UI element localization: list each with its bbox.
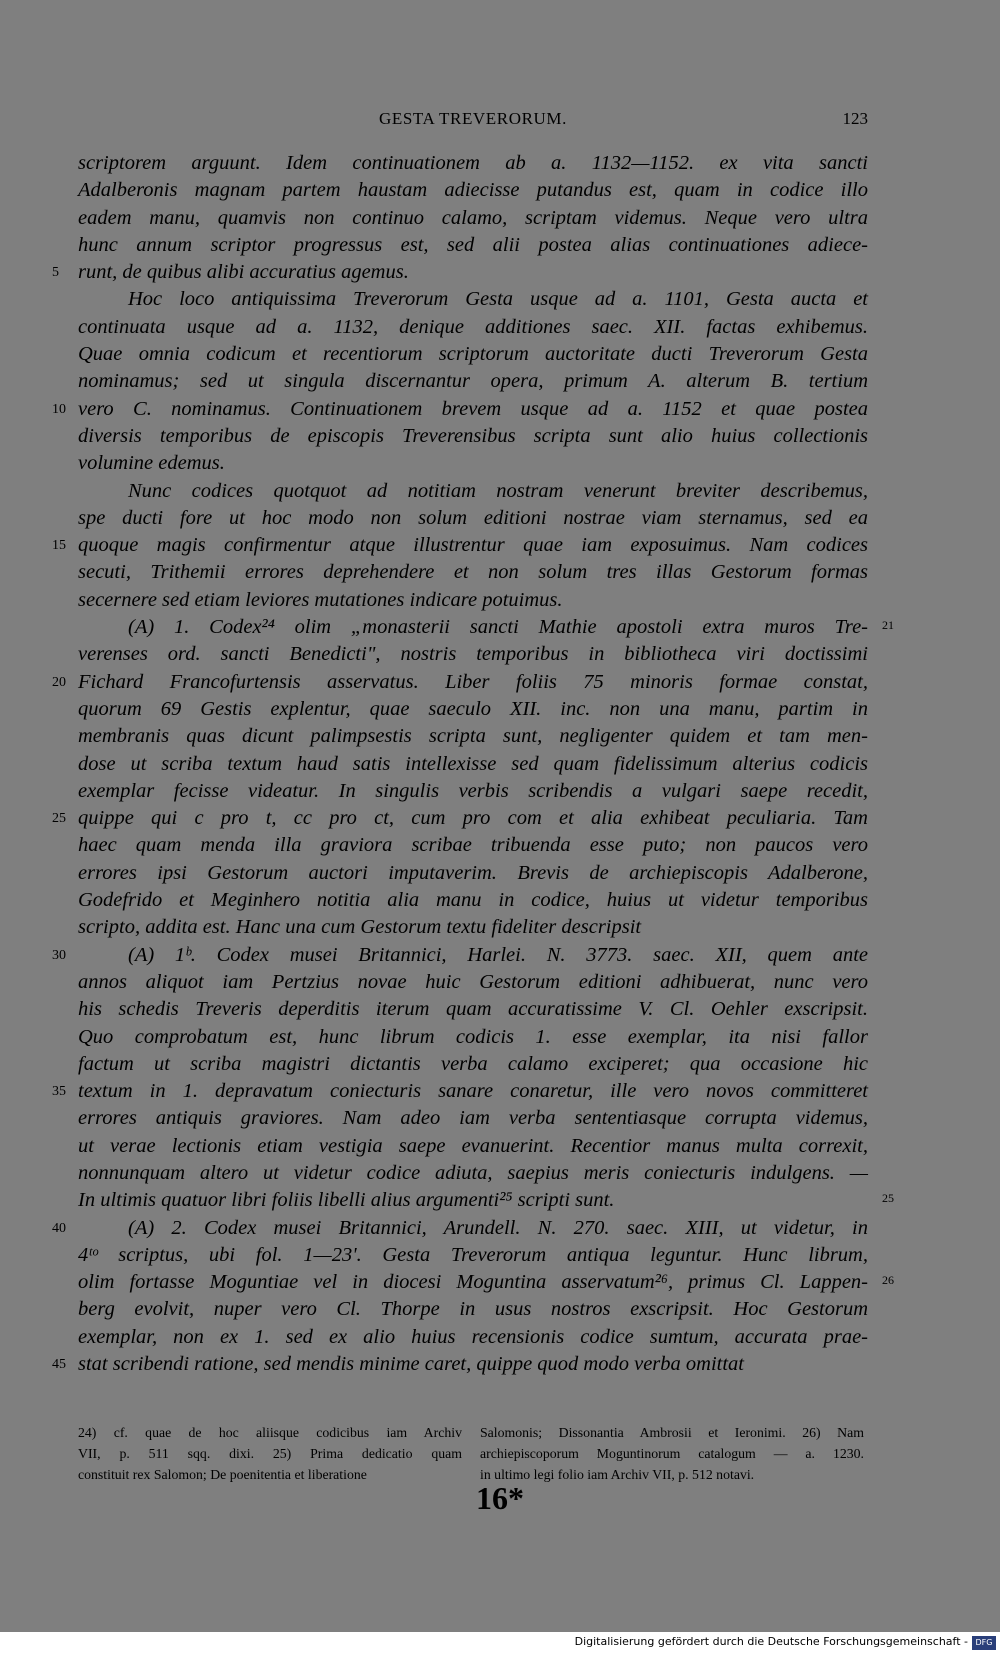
- line-text: Adalberonis magnam partem haustam adiecisse putandus est, quam in codice illo: [78, 179, 868, 202]
- text-line: [78, 1133, 868, 1160]
- line-text: eadem manu, quamvis non continuo calamo, scriptam videmus. Neque vero ultra: [78, 206, 868, 229]
- line-text: his schedis Treveris deperditis iterum quam accuratissime V. Cl. Oehler exscripsit.: [78, 998, 868, 1021]
- text-line: [52, 942, 868, 969]
- text-line: [78, 1160, 868, 1187]
- text-line: [52, 259, 868, 286]
- line-text: nonnunquam altero ut videtur codice adiuta, saepius meris coniecturis indulgens. —: [78, 1161, 868, 1184]
- page-number: 123: [842, 109, 868, 128]
- line-text: quippe qui c pro t, cc pro ct, cum pro com et alia exhibeat peculiaria. Tam: [78, 807, 868, 830]
- line-number: 15: [52, 538, 66, 554]
- text-line: [78, 150, 868, 177]
- footnotes-right-column: [480, 1422, 864, 1485]
- margin-footnote-number: 21: [882, 618, 894, 633]
- text-line: [78, 341, 868, 368]
- line-text: In ultimis quatuor libri foliis libelli alius argumenti²⁵ scripti sunt.: [78, 1189, 615, 1212]
- line-text: stat scribendi ratione, sed mendis minime caret, quippe quod modo verba omittat: [78, 1353, 744, 1376]
- line-number: 20: [52, 674, 66, 690]
- text-line: [78, 1269, 894, 1296]
- text-line: [52, 532, 868, 559]
- text-line: [78, 314, 868, 341]
- line-text: vero C. nominamus. Continuationem brevem usque ad a. 1152 et quae postea: [78, 397, 868, 420]
- footnote-line: in ultimo legi folio iam Archiv VII, p. 512 notavi.: [480, 1467, 755, 1482]
- line-text: (A) 1. Codex²⁴ olim „monasterii sancti Mathie apostoli extra muros Tre-: [128, 616, 868, 639]
- digitization-footer: [0, 1632, 1000, 1654]
- line-text: continuata usque ad a. 1132, denique additiones saec. XII. factas exhibemus.: [78, 315, 868, 338]
- main-text: [52, 150, 894, 1378]
- footnote-line: Salomonis; Dissonantia Ambrosii et Ieronimi. 26) Nam: [480, 1425, 864, 1440]
- line-text: secernere sed etiam leviores mutationes indicare potuimus.: [78, 588, 563, 611]
- line-number: 30: [52, 947, 66, 963]
- text-line: [52, 805, 868, 832]
- dfg-logo-icon: DFG: [972, 1636, 996, 1650]
- text-line: [78, 505, 868, 532]
- text-line: [52, 396, 868, 423]
- margin-footnote-number: 26: [882, 1273, 894, 1288]
- text-line: [78, 1242, 868, 1269]
- text-line: [78, 751, 868, 778]
- line-text: exemplar, non ex 1. sed ex alio huius recensionis codice sumtum, accurata prae-: [78, 1325, 868, 1348]
- text-line: [78, 778, 868, 805]
- line-text: Fichard Francofurtensis asservatus. Liber foliis 75 minoris formae constat,: [78, 670, 868, 693]
- footnote-line: 24) cf. quae de hoc aliisque codicibus iam Archiv: [78, 1425, 462, 1440]
- text-line: [78, 587, 868, 614]
- line-text: runt, de quibus alibi accuratius agemus.: [78, 261, 409, 284]
- line-number: 35: [52, 1084, 66, 1100]
- running-title: GESTA TREVERORUM.: [379, 109, 567, 128]
- line-text: Nunc codices quotquot ad notitiam nostram venerunt breviter describemus,: [128, 479, 868, 502]
- text-line: [78, 887, 868, 914]
- margin-footnote-number: 25: [882, 1191, 894, 1206]
- line-text: nominamus; sed ut singula discernantur opera, primum A. alterum B. tertium: [78, 370, 868, 393]
- text-line: [78, 177, 868, 204]
- line-text: hunc annum scriptor progressus est, sed alii postea alias continuationes adiece-: [78, 233, 868, 256]
- line-number: 5: [52, 265, 59, 281]
- line-text: (A) 1ᵇ. Codex musei Britannici, Harlei. N. 3773. saec. XII, quem ante: [128, 943, 868, 966]
- line-text: errores antiquis graviores. Nam adeo iam verba sententiasque corrupta videmus,: [78, 1107, 868, 1130]
- line-text: secuti, Trithemii errores deprehendere et non solum tres illas Gestorum formas: [78, 561, 868, 584]
- line-text: diversis temporibus de episcopis Treverensibus scripta sunt alio huius collectionis: [78, 424, 868, 447]
- line-number: 40: [52, 1220, 66, 1236]
- line-text: haec quam menda illa graviora scribae tribuenda esse puto; non paucos vero: [78, 834, 868, 857]
- line-text: Godefrido et Meginhero notitia alia manu in codice, huius ut videtur temporibus: [78, 889, 868, 912]
- text-line: [78, 914, 868, 941]
- line-text: berg evolvit, nuper vero Cl. Thorpe in usus nostros exscripsit. Hoc Gestorum: [78, 1298, 868, 1321]
- line-text: olim fortasse Moguntiae vel in diocesi Moguntina asservatum²⁶, primus Cl. Lappen-: [78, 1271, 868, 1294]
- line-text: textum in 1. depravatum coniecturis sanare conaretur, ille vero novos committeret: [78, 1080, 868, 1103]
- line-text: spe ducti fore ut hoc modo non solum editioni nostrae viam sternamus, sed ea: [78, 506, 868, 529]
- footer-credit: Digitalisierung gefördert durch die Deutsche Forschungsgemeinschaft -: [574, 1635, 968, 1648]
- text-line: [52, 1351, 868, 1378]
- text-line: [52, 1078, 868, 1105]
- line-text: quorum 69 Gestis explentur, quae saeculo XII. inc. non una manu, partim in: [78, 697, 868, 720]
- text-line: [78, 205, 868, 232]
- line-number: 45: [52, 1357, 66, 1373]
- line-text: ut verae lectionis etiam vestigia saepe evanuerint. Recentior manus multa correxit,: [78, 1134, 868, 1157]
- line-text: volumine edemus.: [78, 452, 225, 475]
- page-header: [78, 109, 868, 133]
- text-line: [78, 860, 868, 887]
- text-line: [78, 641, 868, 668]
- line-text: scriptorem arguunt. Idem continuationem ab a. 1132—1152. ex vita sancti: [78, 152, 868, 174]
- line-text: Quo comprobatum est, hunc librum codicis 1. esse exemplar, ita nisi fallor: [78, 1025, 868, 1048]
- line-text: quoque magis confirmentur atque illustrentur quae iam exposuimus. Nam codices: [78, 534, 868, 557]
- text-line: [78, 723, 868, 750]
- line-text: factum ut scriba magistri dictantis verba calamo exciperet; qua occasione hic: [78, 1052, 868, 1075]
- footnote-line: constituit rex Salomon; De poenitentia et liberatione: [78, 1467, 367, 1482]
- text-line: [78, 996, 868, 1023]
- text-line: [78, 368, 868, 395]
- line-text: scripto, addita est. Hanc una cum Gestorum textu fideliter descripsit: [78, 916, 642, 939]
- text-line: [78, 478, 868, 505]
- text-line: [78, 286, 868, 313]
- text-line: [52, 1215, 868, 1242]
- text-line: [78, 450, 868, 477]
- signature-mark: 16*: [476, 1480, 524, 1516]
- text-line: [78, 1024, 868, 1051]
- text-line: [78, 423, 868, 450]
- footnote-line: archiepiscoporum Moguntinorum catalogum — a. 1230.: [480, 1446, 864, 1461]
- text-line: [78, 1324, 868, 1351]
- footnotes-left-column: [78, 1422, 462, 1485]
- text-line: [52, 669, 868, 696]
- line-text: 4ᵗᵒ scriptus, ubi fol. 1—23'. Gesta Treverorum antiqua leguntur. Hunc librum,: [78, 1243, 868, 1266]
- line-text: exemplar fecisse videatur. In singulis verbis scribendis a vulgari saepe recedit,: [78, 779, 868, 802]
- footnote-line: VII, p. 511 sqq. dixi. 25) Prima dedicatio quam: [78, 1446, 462, 1461]
- line-text: (A) 2. Codex musei Britannici, Arundell. N. 270. saec. XIII, ut videtur, in: [128, 1216, 868, 1239]
- text-line: [78, 696, 868, 723]
- line-text: Hoc loco antiquissima Treverorum Gesta usque ad a. 1101, Gesta aucta et: [128, 288, 868, 311]
- line-text: dose ut scriba textum haud satis intellexisse sed quam fidelissimum alterius codicis: [78, 752, 868, 775]
- text-line: [78, 1105, 868, 1132]
- line-text: Quae omnia codicum et recentiorum scriptorum auctoritate ducti Treverorum Gesta: [78, 343, 868, 366]
- line-text: membranis quas dicunt palimpsestis scripta sunt, negligenter quidem et tam men-: [78, 725, 868, 748]
- text-line: [78, 1187, 894, 1214]
- text-line: [78, 1296, 868, 1323]
- line-text: verenses ord. sancti Benedicti", nostris temporibus in bibliotheca viri doctissimi: [78, 643, 868, 666]
- text-line: [78, 232, 868, 259]
- line-number: 25: [52, 811, 66, 827]
- text-line: [78, 559, 868, 586]
- text-line: [78, 832, 868, 859]
- line-number: 10: [52, 401, 66, 417]
- text-line: [78, 969, 868, 996]
- text-line: [78, 614, 894, 641]
- line-text: annos aliquot iam Pertzius novae huic Gestorum editioni adhibuerat, nunc vero: [78, 970, 868, 993]
- text-line: [78, 1051, 868, 1078]
- line-text: errores ipsi Gestorum auctori imputaverim. Brevis de archiepiscopis Adalberone,: [78, 861, 868, 884]
